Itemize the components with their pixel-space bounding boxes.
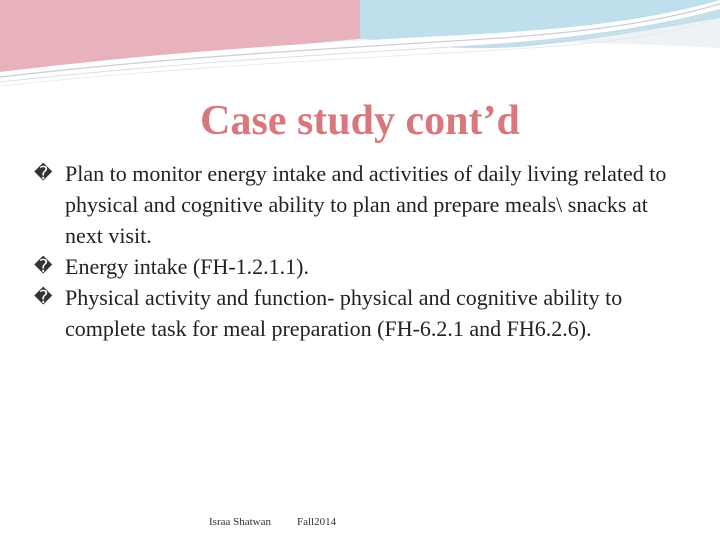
bullet-item: [34, 282, 684, 344]
footer-author: Israa Shatwan: [209, 516, 272, 528]
bullet-text: Plan to monitor energy intake and activities of daily living related to physical and cognitive ability to plan and prepare meals\ snacks at next visit.: [65, 161, 667, 248]
footer-date: Fall2014: [297, 516, 337, 528]
bullet-marker-icon: �: [34, 163, 53, 184]
bullet-text: Energy intake (FH-1.2.1.1).: [65, 254, 309, 279]
bullet-marker-icon: �: [34, 287, 53, 308]
bullet-marker-icon: �: [34, 256, 53, 277]
bullet-text: Physical activity and function- physical and cognitive ability to complete task for meal preparation (FH-6.2.1 and FH6.2.6).: [65, 285, 623, 341]
bullet-item: [34, 158, 684, 251]
slide-title: Case study cont’d: [200, 98, 520, 144]
bullet-item: [34, 251, 684, 282]
header-wave-decoration: [0, 0, 720, 90]
bullet-list: [34, 158, 684, 344]
